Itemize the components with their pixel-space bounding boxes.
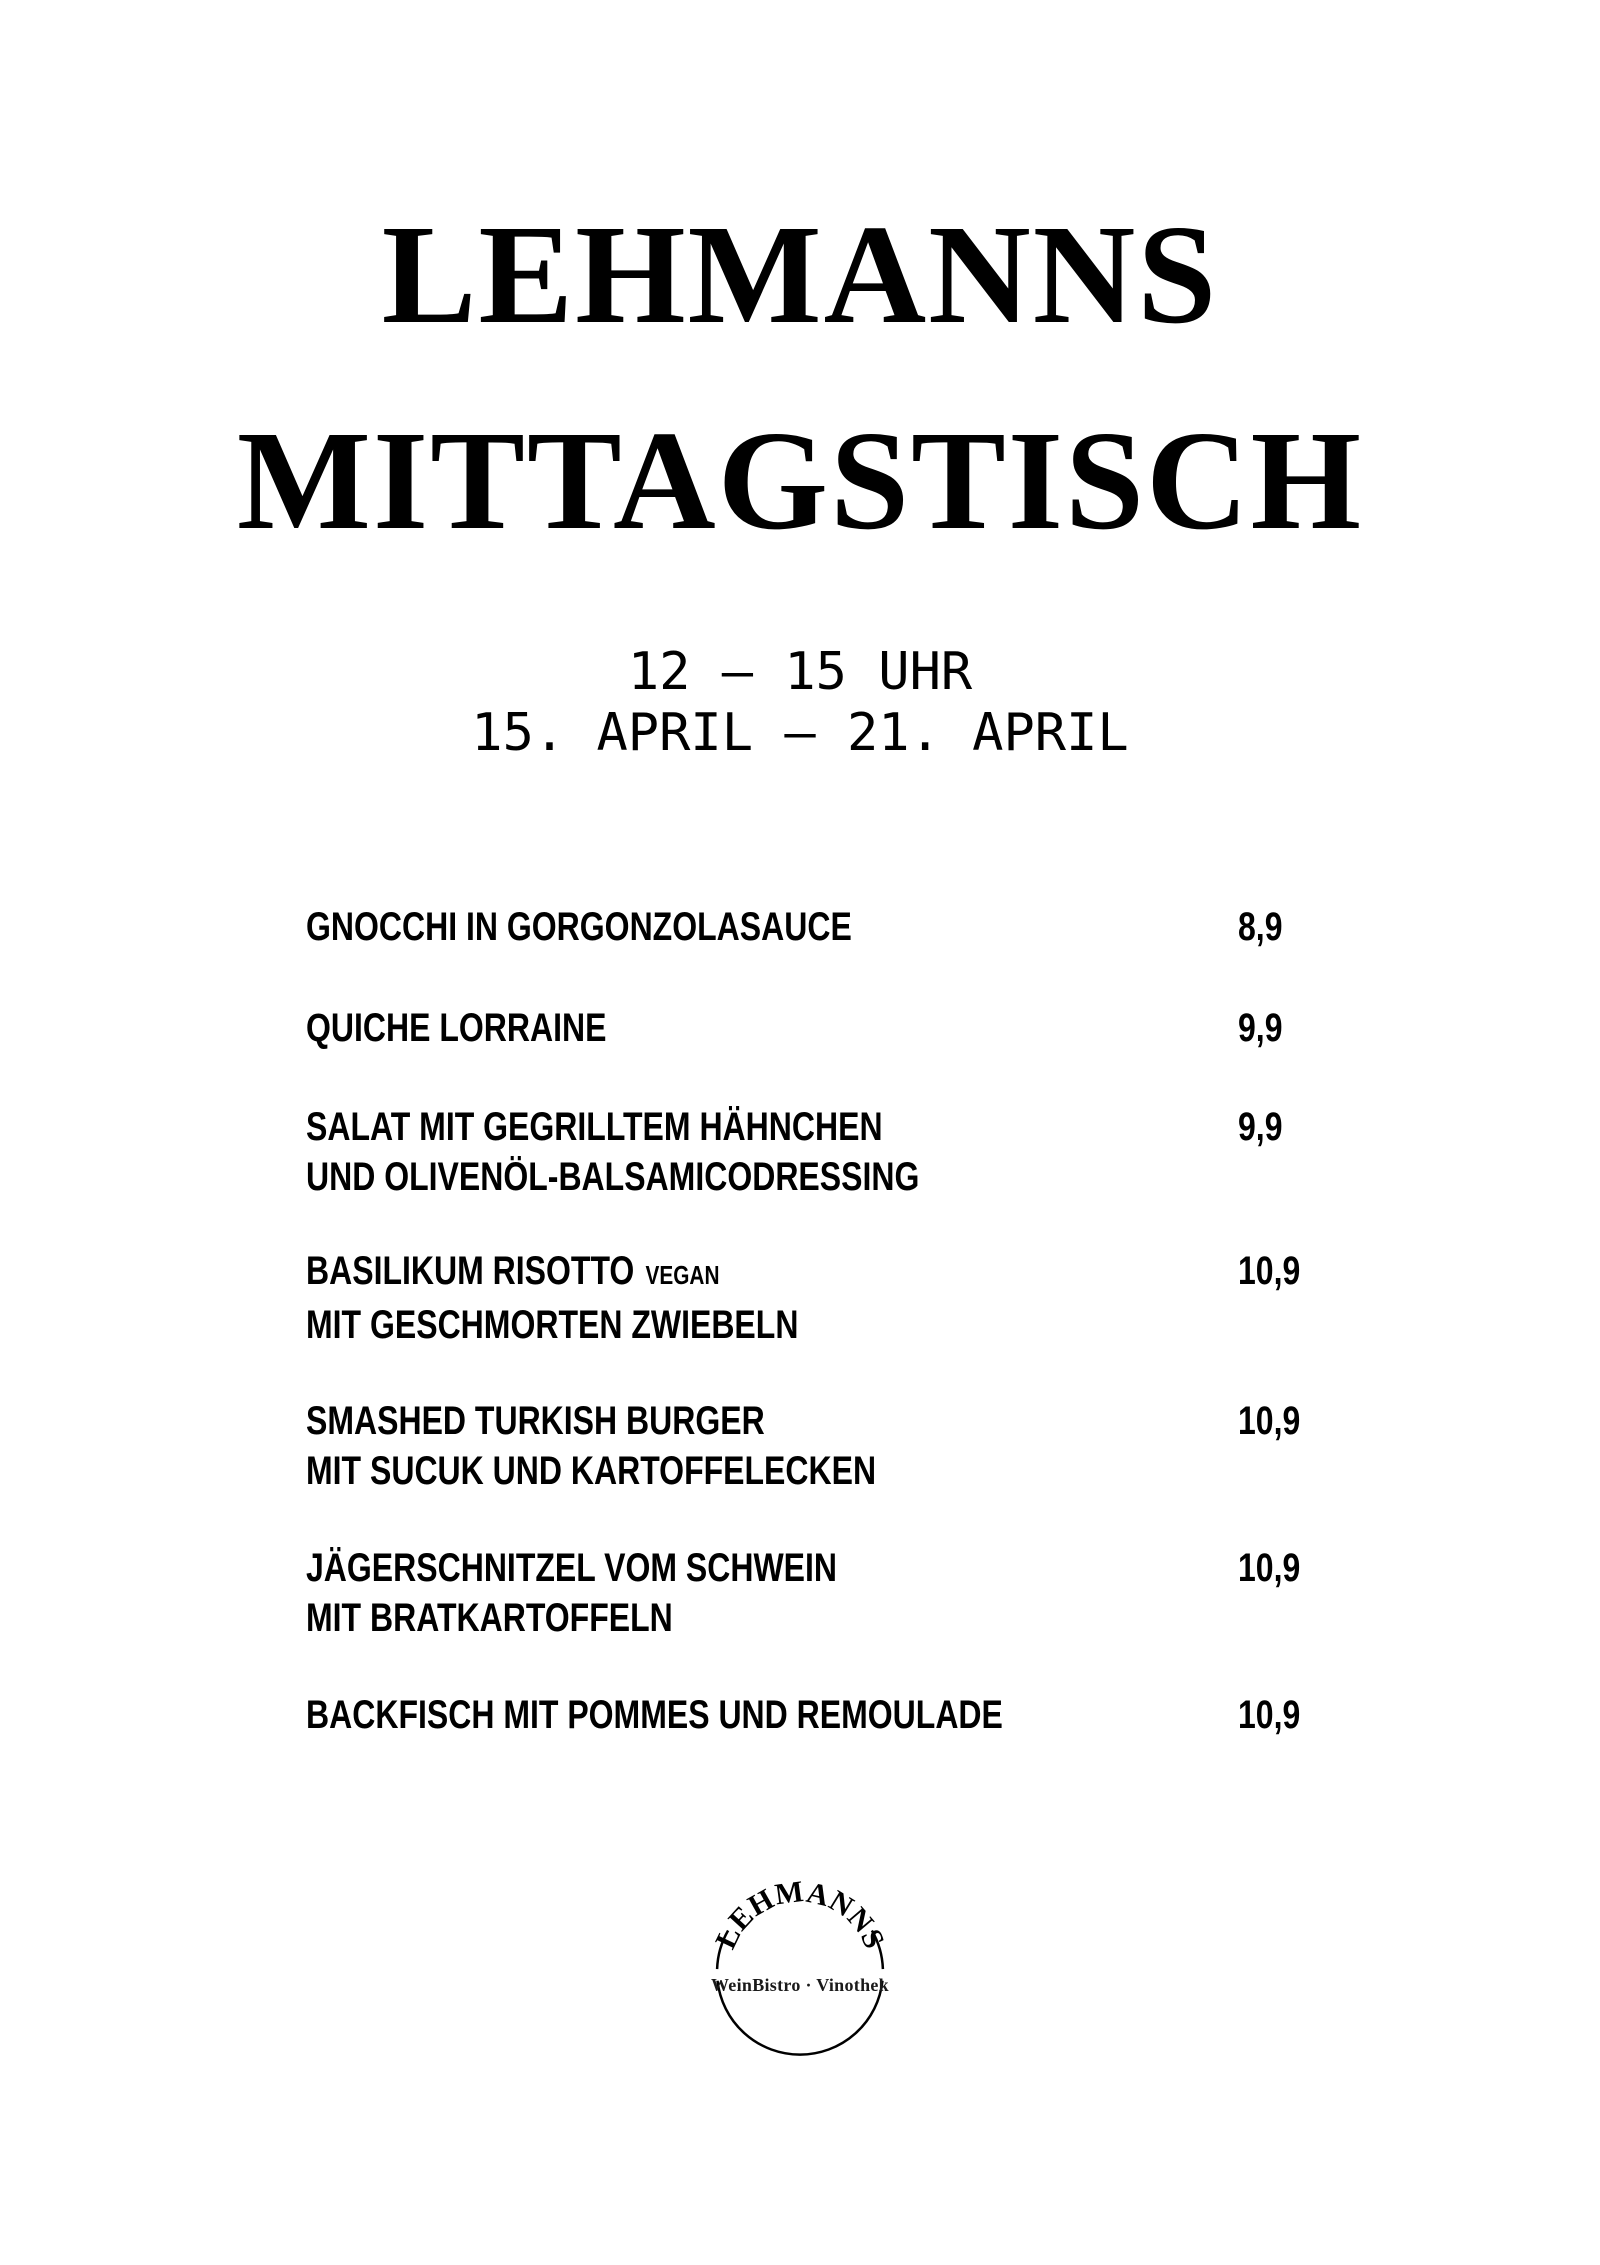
opening-hours-dates: 15. APRIL – 21. APRIL — [471, 703, 1129, 763]
menu-item — [306, 1543, 970, 1643]
logo-arc-text-container — [709, 1875, 891, 1954]
menu-item — [306, 902, 988, 952]
menu-item-detail: MIT BRATKARTOFFELN — [306, 1596, 673, 1640]
menu-item-price: 10,9 — [1238, 1693, 1301, 1737]
menu-item-name: QUICHE LORRAINE — [306, 1006, 607, 1050]
opening-hours-time: 12 – 15 UHR — [627, 642, 973, 702]
menu-item-name: GNOCCHI IN GORGONZOLASAUCE — [306, 905, 852, 949]
menu-item-detail: MIT GESCHMORTEN ZWIEBELN — [306, 1303, 799, 1347]
menu-item-name — [306, 1246, 798, 1300]
menu-item-price: 10,9 — [1238, 1399, 1301, 1443]
menu-item-price: 9,9 — [1238, 1006, 1283, 1050]
menu-item — [306, 1396, 1019, 1496]
page-title-line1: LEHMANNS — [381, 195, 1219, 353]
menu-item-price: 8,9 — [1238, 905, 1283, 949]
logo-arc-text: LEHMANNS — [709, 1874, 892, 1954]
menu-item-price: 10,9 — [1238, 1249, 1301, 1293]
vegan-tag: VEGAN — [645, 1260, 720, 1290]
menu-item — [306, 1246, 922, 1350]
menu-item-name: BACKFISCH MIT POMMES UND REMOULADE — [306, 1693, 1003, 1737]
menu-item — [306, 1003, 682, 1053]
menu-item-detail: MIT SUCUK UND KARTOFFELECKEN — [306, 1449, 877, 1493]
menu-item — [306, 1690, 1177, 1740]
menu-item-name-text: BASILIKUM RISOTTO — [306, 1249, 635, 1293]
menu-item-detail: UND OLIVENÖL-BALSAMICODRESSING — [306, 1155, 920, 1199]
menu-item-name: JÄGERSCHNITZEL VOM SCHWEIN — [306, 1546, 837, 1590]
menu-item-name: SMASHED TURKISH BURGER — [306, 1399, 765, 1443]
menu-item-price: 9,9 — [1238, 1105, 1283, 1149]
menu-item-name: SALAT MIT GEGRILLTEM HÄHNCHEN — [306, 1105, 883, 1149]
page-title-line2: MITTAGSTISCH — [236, 401, 1364, 559]
logo-subtext: WeinBistro · Vinothek — [710, 1975, 890, 1995]
restaurant-logo — [700, 1872, 900, 2072]
menu-item — [306, 1102, 1073, 1202]
opening-hours — [0, 642, 1600, 764]
menu-item-price: 10,9 — [1238, 1546, 1301, 1590]
